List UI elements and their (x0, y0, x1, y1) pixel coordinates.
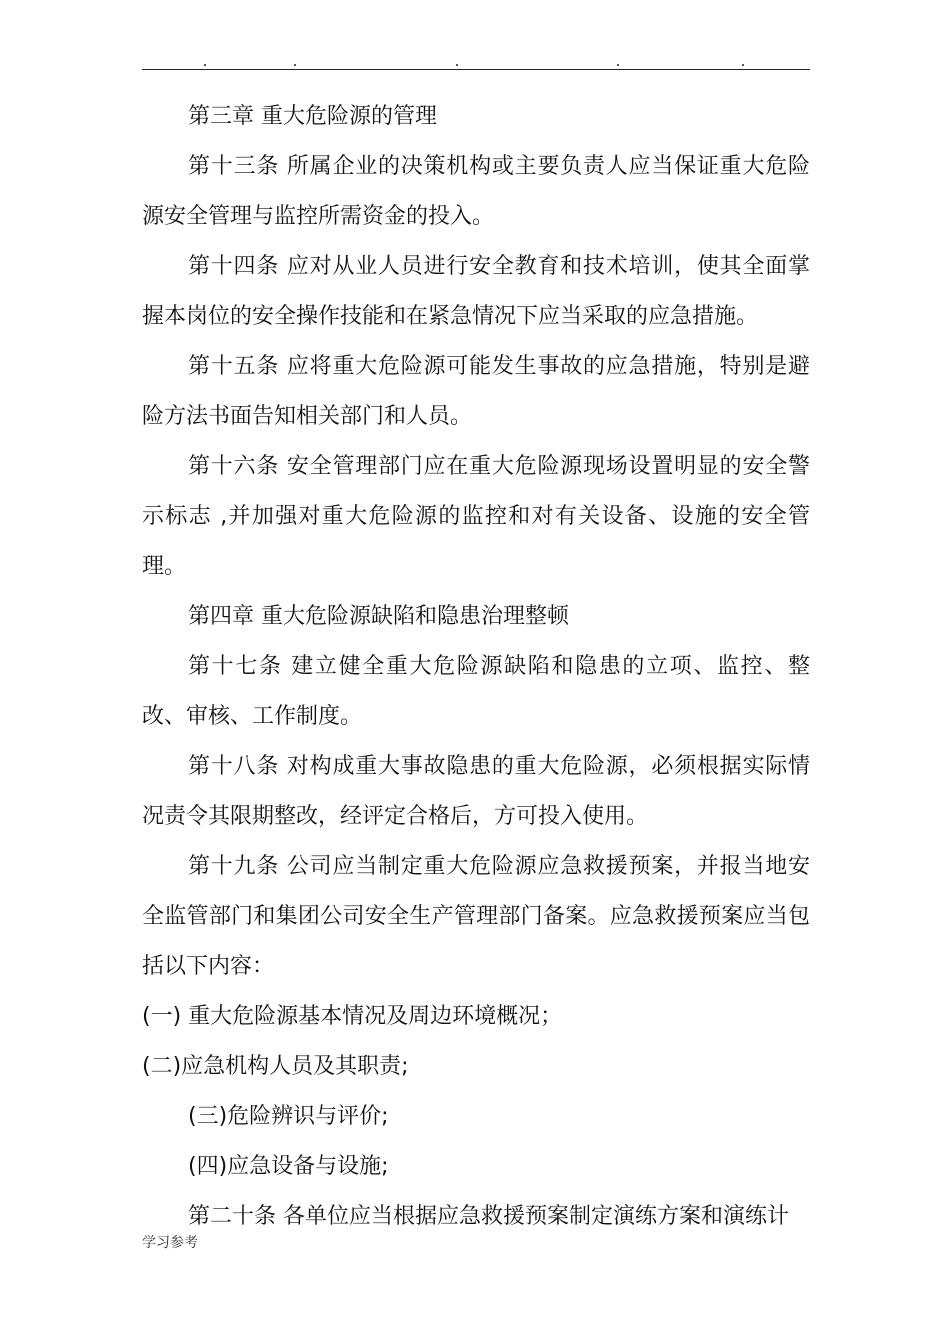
header-tick (617, 64, 619, 66)
list-item: (一) 重大危险源基本情况及周边环境概况； (142, 1004, 563, 1029)
chapter-heading: 第三章 重大危险源的管理 (188, 104, 437, 129)
header-tick (294, 64, 296, 66)
header-tick (742, 64, 744, 66)
chapter-heading: 第四章 重大危险源缺陷和隐患治理整顿 (188, 604, 569, 629)
article-paragraph: 第十九条 公司应当制定重大危险源应急救援预案，并报当地安全监管部门和集团公司安全生产管理部门备案。应急救援预案应当包括以下内容： (142, 854, 810, 979)
article-paragraph: 第十五条 应将重大危险源可能发生事故的应急措施，特别是避险方法书面告知相关部门和人员。 (142, 354, 810, 429)
document-body (142, 92, 810, 1242)
article-paragraph: 第十八条 对构成重大事故隐患的重大危险源，必须根据实际情况责令其限期整改，经评定合格后，方可投入使用。 (142, 754, 810, 829)
article-paragraph: 第二十条 各单位应当根据应急救援预案制定演练方案和演练计 (188, 1204, 789, 1229)
list-item: (三)危险辨识与评价; (188, 1104, 389, 1129)
footer-label: 学习参考 (142, 1235, 198, 1251)
article-paragraph: 第十六条 安全管理部门应在重大危险源现场设置明显的安全警示标志 ,并加强对重大危险源的监控和对有关设备、设施的安全管理。 (142, 454, 810, 579)
article-paragraph: 第十七条 建立健全重大危险源缺陷和隐患的立项、监控、整改、审核、工作制度。 (142, 654, 810, 729)
header-rule (142, 69, 810, 70)
article-paragraph: 第十三条 所属企业的决策机构或主要负责人应当保证重大危险源安全管理与监控所需资金的投入。 (142, 154, 810, 229)
article-paragraph: 第十四条 应对从业人员进行安全教育和技术培训，使其全面掌握本岗位的安全操作技能和在紧急情况下应当采取的应急措施。 (142, 254, 810, 329)
header-tick (456, 64, 458, 66)
header-tick (204, 64, 206, 66)
list-item: (四)应急设备与设施; (188, 1154, 389, 1179)
list-item: (二)应急机构人员及其职责; (142, 1054, 409, 1079)
